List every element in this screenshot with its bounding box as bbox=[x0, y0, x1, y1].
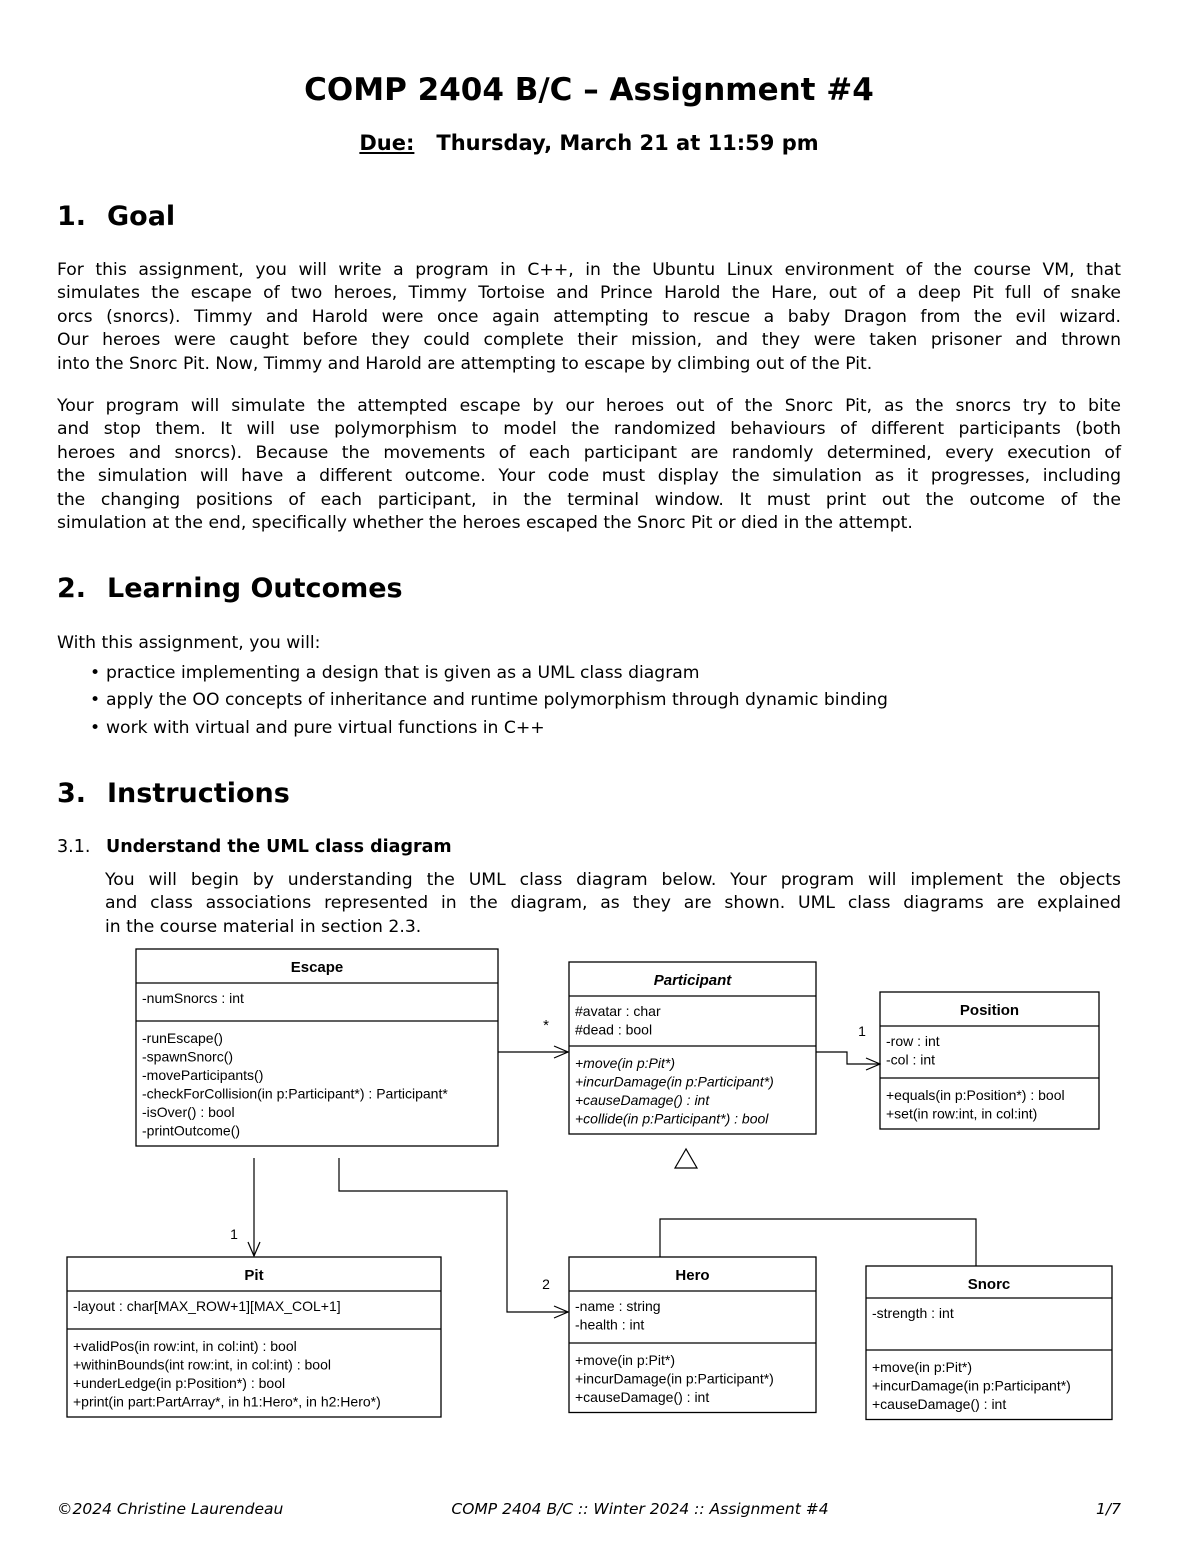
uml-operation: +underLedge(in p:Position*) : bool bbox=[73, 1375, 286, 1391]
list-item: • apply the OO concepts of inheritance and runtime polymorphism through dynamic binding bbox=[90, 690, 888, 710]
uml-class-pit bbox=[67, 1257, 441, 1417]
footer-page-number: 1/7 bbox=[1096, 1500, 1121, 1518]
uml-operation: -spawnSnorc() bbox=[142, 1048, 234, 1065]
uml-class-snorc bbox=[866, 1266, 1112, 1420]
uml-class-name: Snorc bbox=[967, 1276, 1011, 1293]
text-line: and stop them. It will use polymorphism to model the randomized behaviours of different participants (both bbox=[57, 419, 1121, 440]
section-title: Goal bbox=[107, 201, 176, 232]
uml-operation: -runEscape() bbox=[142, 1030, 223, 1046]
text-line: heroes and snorcs). Because the movements of each participant are randomly determined, every execution of bbox=[57, 442, 1121, 463]
text-line: Our heroes were caught before they could complete their mission, and they were taken prisoner and thrown bbox=[57, 330, 1121, 351]
uml-operation: +causeDamage() : int bbox=[872, 1396, 1007, 1412]
multiplicity-label: * bbox=[543, 1017, 549, 1034]
uml-attribute: -health : int bbox=[575, 1316, 645, 1333]
footer-course: COMP 2404 B/C :: Winter 2024 :: Assignment #4 bbox=[451, 1500, 829, 1518]
uml-class-name: Participant bbox=[653, 972, 732, 989]
multiplicity-label: 1 bbox=[230, 1226, 238, 1242]
uml-operation: +move(in p:Pit*) bbox=[575, 1352, 675, 1368]
text-line: in the course material in section 2.3. bbox=[105, 916, 422, 937]
text-line: For this assignment, you will write a program in C++, in the Ubuntu Linux environment of the course VM, that bbox=[57, 260, 1121, 280]
uml-attribute: #dead : bool bbox=[575, 1021, 653, 1038]
uml-operation: +print(in part:PartArray*, in h1:Hero*, in h2:Hero*) bbox=[73, 1393, 381, 1410]
uml-class-name: Escape bbox=[290, 959, 344, 976]
uml-class-position bbox=[880, 992, 1099, 1129]
list-item: • work with virtual and pure virtual functions in C++ bbox=[90, 718, 545, 738]
subsection-title: Understand the UML class diagram bbox=[106, 837, 452, 857]
uml-class-name: Pit bbox=[244, 1267, 264, 1284]
text-line: the changing positions of each participant, in the terminal window. It must print out the outcome of the bbox=[57, 489, 1121, 510]
uml-class-hero bbox=[569, 1257, 816, 1413]
section-number: 2. bbox=[57, 573, 87, 604]
multiplicity-label: 2 bbox=[542, 1276, 550, 1292]
uml-operation: +move(in p:Pit*) bbox=[575, 1055, 675, 1071]
uml-class-name: Position bbox=[959, 1002, 1020, 1019]
text-line: orcs (snorcs). Timmy and Harold were once again attempting to rescue a baby Dragon from the evil wizard. bbox=[57, 306, 1121, 327]
generalization-triangle bbox=[675, 1149, 697, 1168]
uml-operation: -isOver() : bool bbox=[142, 1104, 235, 1120]
uml-operation: +incurDamage(in p:Participant*) bbox=[575, 1370, 774, 1387]
uml-attribute: -col : int bbox=[886, 1051, 936, 1068]
list-item: • practice implementing a design that is given as a UML class diagram bbox=[90, 663, 700, 683]
text-line: simulates the escape of two heroes, Timmy Tortoise and Prince Harold the Hare, out of a deep Pit full of snake bbox=[57, 283, 1121, 304]
document-title: COMP 2404 B/C – Assignment #4 bbox=[304, 72, 874, 108]
uml-attribute: -strength : int bbox=[872, 1305, 954, 1321]
uml-operation: +causeDamage() : int bbox=[575, 1389, 710, 1405]
uml-operation: +incurDamage(in p:Participant*) bbox=[872, 1377, 1071, 1394]
section-title: Learning Outcomes bbox=[107, 573, 403, 604]
section-title: Instructions bbox=[107, 778, 290, 809]
uml-attribute: -layout : char[MAX_ROW+1][MAX_COL+1] bbox=[73, 1298, 341, 1314]
uml-class-name: Hero bbox=[675, 1267, 710, 1284]
subsection-number: 3.1. bbox=[57, 837, 91, 857]
section-number: 1. bbox=[57, 201, 87, 232]
list-item-text: apply the OO concepts of inheritance and runtime polymorphism through dynamic binding bbox=[106, 690, 888, 710]
uml-attribute: -numSnorcs : int bbox=[142, 990, 244, 1006]
list-item-text: work with virtual and pure virtual functions in C++ bbox=[106, 718, 545, 738]
uml-operation: +causeDamage() : int bbox=[575, 1092, 710, 1108]
uml-operation: +validPos(in row:int, in col:int) : bool bbox=[73, 1338, 297, 1354]
uml-attribute: -row : int bbox=[886, 1033, 940, 1049]
association-participant-position bbox=[816, 1052, 880, 1064]
text-line: and class associations represented in the diagram, as they are shown. UML class diagrams are explained bbox=[105, 893, 1121, 914]
uml-class-escape bbox=[136, 949, 498, 1146]
outcomes-intro: With this assignment, you will: bbox=[57, 633, 321, 653]
uml-operation: +equals(in p:Position*) : bool bbox=[886, 1087, 1065, 1103]
uml-class-participant bbox=[569, 962, 816, 1134]
uml-attribute: #avatar : char bbox=[575, 1003, 661, 1019]
text-line: the simulation will have a different outcome. Your code must display the simulation as it progresses, including bbox=[57, 466, 1121, 487]
uml-operation: +move(in p:Pit*) bbox=[872, 1359, 972, 1375]
text-line: Your program will simulate the attempted escape by our heroes out of the Snorc Pit, as the snorcs try to bite bbox=[57, 396, 1121, 416]
uml-operation: +set(in row:int, in col:int) bbox=[886, 1105, 1038, 1122]
uml-operation: -printOutcome() bbox=[142, 1122, 241, 1139]
text-line: into the Snorc Pit. Now, Timmy and Harold are attempting to escape by climbing out of the Pit. bbox=[57, 353, 873, 374]
section-number: 3. bbox=[57, 778, 87, 809]
text-line: You will begin by understanding the UML class diagram below. Your program will implement the objects bbox=[105, 870, 1121, 890]
uml-operation: +collide(in p:Participant*) : bool bbox=[575, 1110, 769, 1127]
due-label: Due: bbox=[359, 131, 415, 155]
text-line: simulation at the end, specifically whether the heroes escaped the Snorc Pit or died in the attempt. bbox=[57, 513, 913, 534]
uml-operation: -checkForCollision(in p:Participant*) : Participant* bbox=[142, 1085, 448, 1102]
multiplicity-label: 1 bbox=[858, 1023, 866, 1039]
uml-attribute: -name : string bbox=[575, 1298, 661, 1314]
uml-operation: +incurDamage(in p:Participant*) bbox=[575, 1073, 774, 1090]
due-date: Thursday, March 21 at 11:59 pm bbox=[436, 131, 819, 155]
footer-copyright: ©2024 Christine Laurendeau bbox=[57, 1500, 284, 1518]
uml-operation: -moveParticipants() bbox=[142, 1067, 264, 1083]
list-item-text: practice implementing a design that is given as a UML class diagram bbox=[106, 663, 700, 683]
uml-operation: +withinBounds(int row:int, in col:int) : bool bbox=[73, 1356, 331, 1373]
